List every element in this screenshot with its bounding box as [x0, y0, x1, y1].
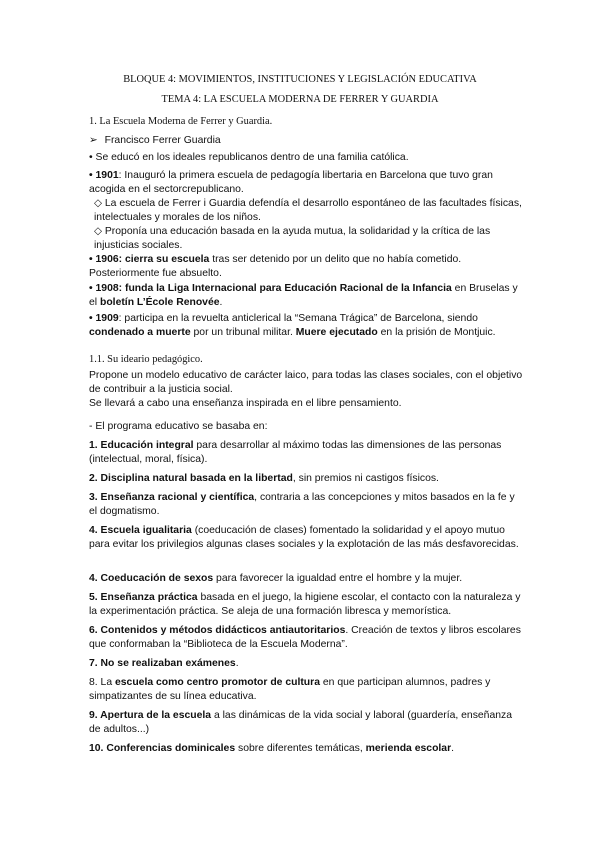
item-label: 1. Educación integral	[89, 440, 194, 451]
bio-1908-bold2: boletín L’École Renovée	[99, 297, 220, 308]
item-label: 10. Conferencias dominicales	[89, 743, 236, 754]
bio-1901	[89, 169, 523, 197]
bio-1906-bold: : cierra su escuela	[118, 254, 210, 265]
item-text: basada en el juego, la higiene escolar, el contacto con la naturaleza y la experimentación práctica. Se aleja de una formación libresca y memorística.	[89, 592, 521, 617]
bio-sub-1: ◇ La escuela de Ferrer i Guardia defendía el desarrollo espontáneo de las facultades físicas, intelectuales y morales de los niños.	[94, 198, 522, 223]
item-label: 4. Coeducación de sexos	[89, 573, 214, 584]
item-label: escuela como centro promotor de cultura	[115, 677, 320, 688]
year-1906: • 1906	[89, 254, 119, 265]
item-label: 5. Enseñanza práctica	[89, 592, 198, 603]
bio-educated: • Se educó en los ideales republicanos dentro de una familia católica.	[89, 152, 409, 163]
year-1909: • 1909	[89, 313, 119, 324]
list-item-3	[89, 491, 523, 519]
item-label: 2. Disciplina natural basada en la libertad	[89, 473, 293, 484]
section-1-1-title: 1.1. Su ideario pedagógico.	[89, 354, 203, 365]
list-item-1	[89, 439, 523, 467]
item-text: (coeducación de clases) fomentado la solidaridad y el apoyo mutuo para evitar los privilegios algunas clases sociales y la explotación de las más desfavorecidas.	[89, 525, 519, 550]
list-item-2	[89, 472, 523, 486]
heading-block: BLOQUE 4: MOVIMIENTOS, INSTITUCIONES Y LEGISLACIÓN EDUCATIVA	[123, 74, 477, 85]
list-item-4b	[89, 572, 523, 586]
bio-1909-mid: por un tribunal militar.	[190, 327, 296, 338]
list-item-8	[89, 676, 523, 704]
item-text: a las dinámicas de la vida social y laboral (guardería, enseñanza de adultos...)	[89, 710, 512, 735]
heading-topic: TEMA 4: LA ESCUELA MODERNA DE FERRER Y GUARDIA	[161, 94, 439, 105]
year-1908: • 1908	[89, 283, 119, 294]
item-text: para favorecer la igualdad entre el hombre y la mujer.	[213, 573, 463, 584]
ideario-p2: Se llevará a cabo una enseñanza inspirada en el libre pensamiento.	[89, 398, 402, 409]
ideario-p1: Propone un modelo educativo de carácter laico, para todas las clases sociales, con el objetivo de contribuir a la justicia social.	[89, 370, 523, 395]
list-item-7	[89, 657, 523, 671]
item-text: , sin premios ni castigos físicos.	[292, 473, 439, 484]
list-item-6	[89, 624, 523, 652]
bio-1908-end: .	[219, 297, 223, 308]
item-prefix: 8. La	[89, 677, 115, 688]
programa-intro: - El programa educativo se basaba en:	[89, 421, 268, 432]
bio-1909-bold2: Muere ejecutado	[295, 327, 378, 338]
item-label: 9. Apertura de la escuela	[89, 710, 212, 721]
bio-1901-text: : Inauguró la primera escuela de pedagogía libertaria en Barcelona que tuvo gran acogida en el sectorcrepublicano.	[89, 170, 493, 195]
arrow-icon: ➢	[89, 135, 98, 146]
item-label-2: merienda escolar	[365, 743, 452, 754]
item-text: sobre diferentes temáticas,	[235, 743, 366, 754]
subject-line	[89, 134, 523, 148]
year-1901: • 1901	[89, 170, 119, 181]
list-item-9	[89, 709, 523, 737]
item-end: .	[451, 743, 455, 754]
item-label: 6. Contenidos y métodos didácticos antiautoritarios	[89, 625, 346, 636]
item-text: en que participan alumnos, padres y simpatizantes de su línea educativa.	[89, 677, 491, 702]
bio-1908	[89, 282, 523, 310]
bio-1906	[89, 253, 523, 281]
section-1-title: 1. La Escuela Moderna de Ferrer y Guardia.	[89, 116, 273, 127]
item-text: , contraria a las concepciones y mitos basados en la fe y el dogmatismo.	[89, 492, 515, 517]
item-text: para desarrollar al máximo todas las dimensiones de las personas (intelectual, moral, física).	[89, 440, 502, 465]
bio-1909	[89, 312, 523, 340]
bio-1908-bold: : funda la Liga Internacional para Educación Racional de la Infancia	[118, 283, 452, 294]
bio-sub-2: ◇ Proponía una educación basada en la ayuda mutua, la solidaridad y la crítica de las injusticias sociales.	[94, 226, 491, 251]
bio-1909-end: en la prisión de Montjuic.	[377, 327, 496, 338]
list-item-4	[89, 524, 523, 552]
bio-1906-text: tras ser detenido por un delito que no había cometido. Posteriormente fue absuelto.	[89, 254, 462, 279]
item-label: 3. Enseñanza racional y científica	[89, 492, 255, 503]
subject-name: Francisco Ferrer Guardia	[104, 135, 221, 146]
item-text: . Creación de textos y libros escolares que conformaban la “Biblioteca de la Escuela Moderna”.	[89, 625, 521, 650]
item-label: 4. Escuela igualitaria	[89, 525, 192, 536]
list-item-10	[89, 742, 523, 756]
bio-1909-bold: condenado a muerte	[89, 327, 191, 338]
item-label: 7. No se realizaban exámenes	[89, 658, 236, 669]
bio-1909-text: : participa en la revuelta anticlerical la “Semana Trágica” de Barcelona, siendo	[118, 313, 478, 324]
bio-1908-mid: en Bruselas y el	[89, 283, 518, 308]
list-item-5	[89, 591, 523, 619]
item-text: .	[235, 658, 239, 669]
